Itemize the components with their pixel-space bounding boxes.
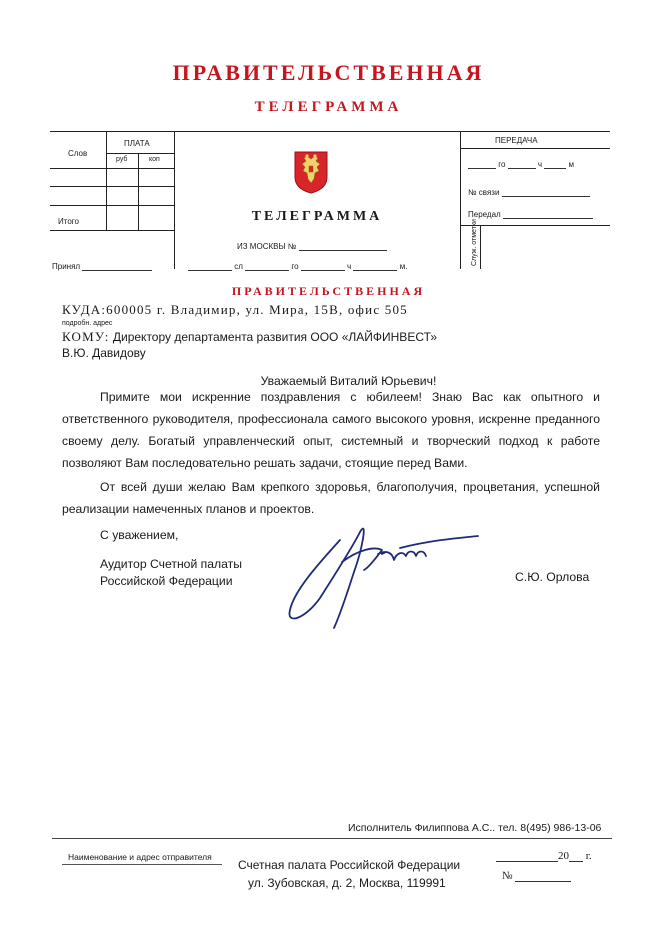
sender-block: [238, 856, 460, 892]
to-label: КУДА:: [62, 302, 107, 317]
government-band-title: ПРАВИТЕЛЬСТВЕННАЯ: [231, 284, 426, 298]
words-label: Слов: [68, 149, 88, 158]
salutation: Уважаемый Виталий Юрьевич!: [260, 374, 437, 388]
sender-label-underline: [62, 864, 222, 865]
p1-line: Примите мои искренние поздравления с юбилеем! Знаю Вас как опытного и: [100, 390, 600, 404]
whom-line: [62, 329, 437, 345]
sender-address: ул. Зубовская, д. 2, Москва, 119991: [248, 876, 446, 890]
footer-divider: [52, 838, 612, 839]
transfer-title: ПЕРЕДАЧА: [495, 136, 538, 145]
telegram-form: [50, 129, 610, 275]
from-moscow-field: ИЗ МОСКВЫ №: [237, 241, 387, 251]
coat-of-arms-emblem: [292, 149, 330, 195]
document-subtitle: ТЕЛЕГРАММА: [254, 99, 403, 115]
kop-label: коп: [149, 156, 160, 163]
number-field: №: [502, 870, 571, 882]
position-line: Российской Федерации: [100, 574, 233, 588]
to-address-line: [62, 302, 408, 318]
telegram-center-title: ТЕЛЕГРАММА: [251, 209, 383, 224]
sender-label: Наименование и адрес отправителя: [68, 852, 212, 862]
service-marks-label: Служ. отметки: [471, 219, 478, 266]
link-number-field: № связи: [468, 187, 590, 197]
to-value: 600005 г. Владимир, ул. Мира, 15В, офис 505: [106, 302, 408, 317]
whom-name: В.Ю. Давидову: [62, 346, 146, 360]
p1-line: своему делу. Богатый управленческий опыт, системный и творческий подход к работе: [62, 434, 600, 448]
p2-line: От всей души желаю Вам крепкого здоровья, благополучия, процветания, успешной: [100, 480, 600, 494]
accepted-label: Принял: [52, 261, 152, 271]
whom-label: КОМУ:: [62, 329, 110, 344]
transfer-time-row: го ч м: [468, 159, 574, 169]
p1-line: позволяют Вам последовательно решать задачи, стоящие перед Вами.: [62, 456, 468, 470]
total-label: Итого: [58, 217, 79, 226]
signer-name: С.Ю. Орлова: [515, 570, 590, 584]
transmitted-field: Передал: [468, 209, 593, 219]
handwritten-signature: [282, 510, 482, 640]
signer-position: [100, 556, 242, 590]
date-time-row: сл го ч м.: [188, 261, 407, 271]
payment-label: ПЛАТА: [124, 139, 150, 148]
detail-address-hint: подробн. адрес: [62, 320, 113, 327]
p1-line: ответственного руководителя, профессионала самого высокого уровня, искренне преданного: [62, 412, 600, 426]
date-field: 20 г.: [496, 850, 592, 862]
p2-line: реализации намеченных планов и проектов.: [62, 502, 315, 516]
position-line: Аудитор Счетной палаты: [100, 557, 242, 571]
paragraph-1: [62, 386, 600, 474]
document-title: ПРАВИТЕЛЬСТВЕННАЯ: [172, 60, 485, 85]
sender-name: Счетная палата Российской Федерации: [238, 858, 461, 872]
executor-info: Исполнитель Филиппова А.С.. тел. 8(495) 986-13-06: [348, 822, 602, 834]
whom-value: Директору департамента развития ООО «ЛАЙФИНВЕСТ»: [112, 330, 438, 344]
rub-label: руб: [116, 156, 128, 163]
closing: С уважением,: [100, 528, 179, 542]
